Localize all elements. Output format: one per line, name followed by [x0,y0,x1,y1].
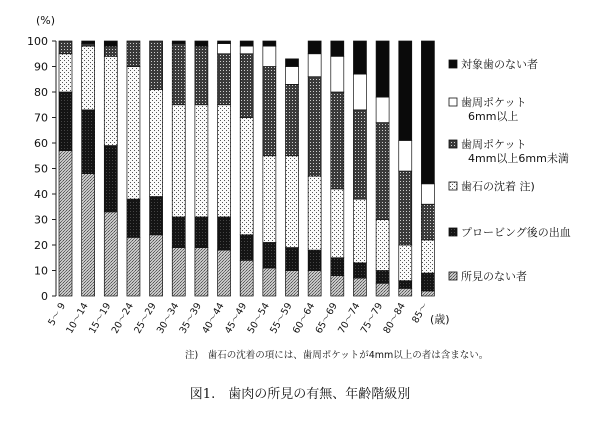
bar-segment [127,199,140,237]
bar-segment [263,156,276,243]
bar-segment [308,41,321,54]
bars [59,41,434,296]
bar-segment [353,278,366,296]
bar-segment [286,248,299,271]
bar-segment [195,105,208,217]
bar-segment [127,41,140,67]
x-axis-category-labels [46,301,430,336]
bar-segment [59,151,72,296]
bar-segment [421,184,434,204]
y-tick-label: 100 [27,35,48,48]
bar-segment [421,41,434,184]
x-category-label: 65～69 [313,301,340,336]
x-category-label: 55～59 [268,301,295,336]
legend-label: 歯周ポケット 4mm以上6mm未満 [461,138,569,165]
bar-segment [353,199,366,263]
x-category-label: 25～29 [132,301,159,336]
bar-segment [218,105,231,217]
bar-segment [172,248,185,296]
y-tick-label: 30 [34,213,48,227]
x-category-label: 20～24 [109,301,137,336]
bar-segment [240,260,253,296]
bar-segment [195,217,208,248]
legend-label: 歯周ポケット 6mm以上 [461,96,527,123]
bar-segment [240,235,253,260]
bar-segment [353,263,366,278]
bar-segment [150,89,163,196]
x-category-label: 70～74 [336,301,363,336]
bar-segment [172,44,185,105]
bar-segment [172,105,185,217]
bar-segment [353,110,366,199]
bar-segment [263,268,276,296]
bar-segment [421,240,434,273]
y-tick-label: 70 [34,111,48,125]
bar-segment [82,44,95,47]
bar-segment [399,41,412,140]
bar-segment [59,54,72,92]
x-category-label: 60～64 [290,301,318,336]
y-tick-label: 50 [34,162,48,176]
bar-segment [399,245,412,281]
bar-segment [104,146,117,212]
bar-segment [82,110,95,174]
y-tick-label: 60 [34,137,48,150]
bar-segment [331,56,344,92]
bar-segment [127,67,140,200]
legend-swatch [449,98,457,106]
y-tick-label: 0 [41,290,48,303]
bar-segment [218,41,231,44]
bar-segment [82,46,95,110]
legend-swatch [449,182,457,190]
figure-caption: 図1. 歯肉の所見の有無、年齢階級別 [189,387,411,402]
bar-segment [331,258,344,276]
legend-swatch [449,140,457,148]
bar-segment [308,54,321,77]
y-axis-label: (%) [36,14,56,27]
bar-segment [172,41,185,44]
bar-segment [399,288,412,296]
x-category-label: 80～84 [381,301,408,336]
bar-segment [376,97,389,123]
x-category-label: 40～44 [200,301,227,336]
bar-segment [150,197,163,235]
x-category-label: 45～49 [222,301,250,336]
bar-segment [59,41,72,54]
y-tick-label: 80 [34,86,48,99]
bar-segment [104,41,117,46]
bar-segment [82,41,95,44]
legend-label: 対象歯のない者 [461,58,538,71]
bar-segment [376,220,389,271]
bar-segment [150,235,163,296]
bar-segment [263,41,276,46]
y-tick-label: 90 [34,60,48,74]
bar-segment [59,92,72,151]
bar-segment [331,41,344,56]
x-category-label: 50～54 [245,301,272,336]
y-axis-ticks [27,35,56,303]
x-axis-label: (歳) [430,313,450,326]
bar-segment [376,271,389,284]
bar-segment [376,123,389,220]
legend-swatch [449,228,457,236]
bar-segment [308,250,321,270]
bar-segment [127,237,140,296]
y-tick-label: 40 [34,188,48,201]
bar-segment [195,46,208,105]
bar-segment [399,140,412,171]
x-category-label: 15～19 [87,301,114,336]
x-category-label: 30～34 [154,301,182,336]
bar-segment [376,283,389,296]
bar-segment [195,248,208,296]
x-category-label: 10～14 [64,301,91,336]
bar-segment [218,250,231,296]
bar-segment [353,74,366,110]
bar-segment [172,217,185,248]
legend [449,57,571,283]
legend-label: 歯石の沈着 注) [461,180,535,193]
bar-segment [286,59,299,67]
bar-segment [331,276,344,296]
bar-segment [286,156,299,248]
bar-segment [376,41,389,97]
bar-segment [421,291,434,296]
legend-label: プロービング後の出血 [461,226,571,239]
bar-segment [308,271,321,297]
bar-segment [218,54,231,105]
bar-segment [104,56,117,145]
legend-label: 所見のない者 [461,270,527,283]
bar-segment [399,281,412,289]
bar-segment [399,171,412,245]
x-category-label: 85～ [410,301,431,326]
x-category-label: 5～ 9 [46,301,69,328]
legend-swatch [449,60,457,68]
bar-segment [286,84,299,155]
y-tick-label: 20 [34,239,48,252]
chart-footnote: 注) 歯石の沈着の項には、歯周ポケットが4mm以上の者は含まない。 [185,350,489,361]
bar-segment [421,273,434,291]
bar-segment [218,217,231,250]
bar-segment [195,41,208,46]
y-tick-label: 10 [34,264,48,278]
legend-swatch [449,272,457,280]
bar-segment [263,46,276,66]
bar-segment [353,41,366,74]
bar-segment [286,67,299,85]
bar-segment [331,92,344,189]
bar-segment [240,41,253,46]
bar-segment [240,54,253,118]
x-category-label: 75～79 [358,301,386,336]
bar-segment [104,46,117,56]
bar-segment [240,118,253,235]
bar-segment [308,77,321,176]
bar-segment [421,204,434,240]
bar-segment [308,176,321,250]
bar-segment [331,189,344,258]
bar-segment [263,67,276,156]
bar-segment [218,44,231,54]
bar-segment [263,242,276,268]
bar-segment [104,212,117,296]
bar-segment [82,174,95,296]
bar-segment [286,271,299,297]
bar-segment [240,46,253,54]
bar-segment [150,41,163,89]
x-category-label: 35～39 [177,301,204,336]
